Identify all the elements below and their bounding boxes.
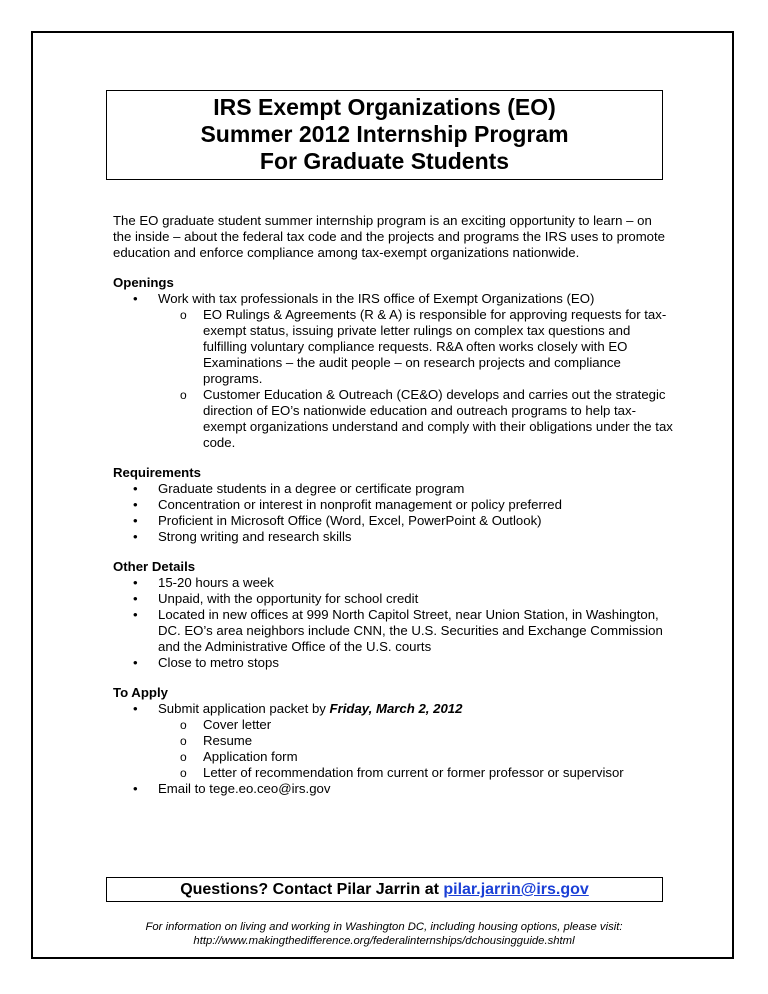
requirements-section: [113, 465, 673, 545]
title-line-1: IRS Exempt Organizations (EO): [213, 94, 556, 120]
other-details-section: [113, 559, 673, 671]
list-item: • Located in new offices at 999 North Capitol Street, near Union Station, in Washington, DC. EO’s area neighbors include CNN, the U.S. Securities and Exchange Commission and the Administrative Office of the U.S. courts: [113, 607, 673, 655]
questions-prefix: Questions? Contact Pilar Jarrin at: [180, 881, 444, 898]
to-apply-section: [113, 685, 673, 797]
footer-note: [60, 920, 708, 948]
document-body: [113, 213, 673, 811]
footer-url: http://www.makingthedifference.org/federalinternships/dchousingguide.shtml: [193, 935, 575, 947]
openings-section: [113, 275, 673, 451]
other-details-list: [113, 575, 673, 671]
openings-sublist: [158, 307, 673, 451]
contact-email-link[interactable]: pilar.jarrin@irs.gov: [443, 881, 589, 898]
title-line-3: For Graduate Students: [259, 148, 510, 174]
sub-list-item: o EO Rulings & Agreements (R & A) is responsible for approving requests for tax-exempt status, issuing private letter rulings on complex tax questions and fulfilling voluntary compliance requests. R&A often works closely with EO Examinations – the audit people – on research projects and compliance programs.: [158, 307, 673, 387]
list-item: • 15-20 hours a week: [113, 575, 673, 591]
openings-list: [113, 291, 673, 451]
list-item: • Proficient in Microsoft Office (Word, Excel, PowerPoint & Outlook): [113, 513, 673, 529]
requirements-heading: Requirements: [113, 465, 201, 480]
title-box: [106, 90, 663, 180]
list-item: • Email to tege.eo.ceo@irs.gov: [113, 781, 673, 797]
list-item: • Graduate students in a degree or certificate program: [113, 481, 673, 497]
list-item: • Unpaid, with the opportunity for school credit: [113, 591, 673, 607]
openings-item-text: Work with tax professionals in the IRS office of Exempt Organizations (EO): [158, 291, 595, 306]
packet-sublist: [158, 717, 673, 781]
list-item: • Close to metro stops: [113, 655, 673, 671]
title-line-2: Summer 2012 Internship Program: [200, 121, 569, 147]
sub-list-item: o Letter of recommendation from current or former professor or supervisor: [158, 765, 673, 781]
list-item: • Strong writing and research skills: [113, 529, 673, 545]
sub-list-item: o Customer Education & Outreach (CE&O) develops and carries out the strategic direction of EO’s nationwide education and outreach programs to help tax-exempt organizations understand and comply with their obligations under the tax code.: [158, 387, 673, 451]
sub-list-item: o Application form: [158, 749, 673, 765]
sub-list-item: o Resume: [158, 733, 673, 749]
list-item: [113, 701, 673, 781]
to-apply-heading: To Apply: [113, 685, 168, 700]
list-item: [113, 291, 673, 451]
intro-paragraph: The EO graduate student summer internship program is an exciting opportunity to learn – on the inside – about the federal tax code and the projects and programs the IRS uses to promote education and enforce compliance among tax-exempt organizations nationwide.: [113, 213, 666, 260]
sub-list-item: o Cover letter: [158, 717, 673, 733]
requirements-list: [113, 481, 673, 545]
deadline-date: Friday, March 2, 2012: [329, 701, 463, 716]
questions-box: [106, 877, 663, 902]
submit-prefix: Submit application packet by: [158, 701, 330, 716]
other-details-heading: Other Details: [113, 559, 196, 574]
openings-heading: Openings: [113, 275, 174, 290]
to-apply-list: [113, 701, 673, 797]
footer-line-1: For information on living and working in Washington DC, including housing options, please visit:: [145, 921, 623, 933]
list-item: • Concentration or interest in nonprofit management or policy preferred: [113, 497, 673, 513]
